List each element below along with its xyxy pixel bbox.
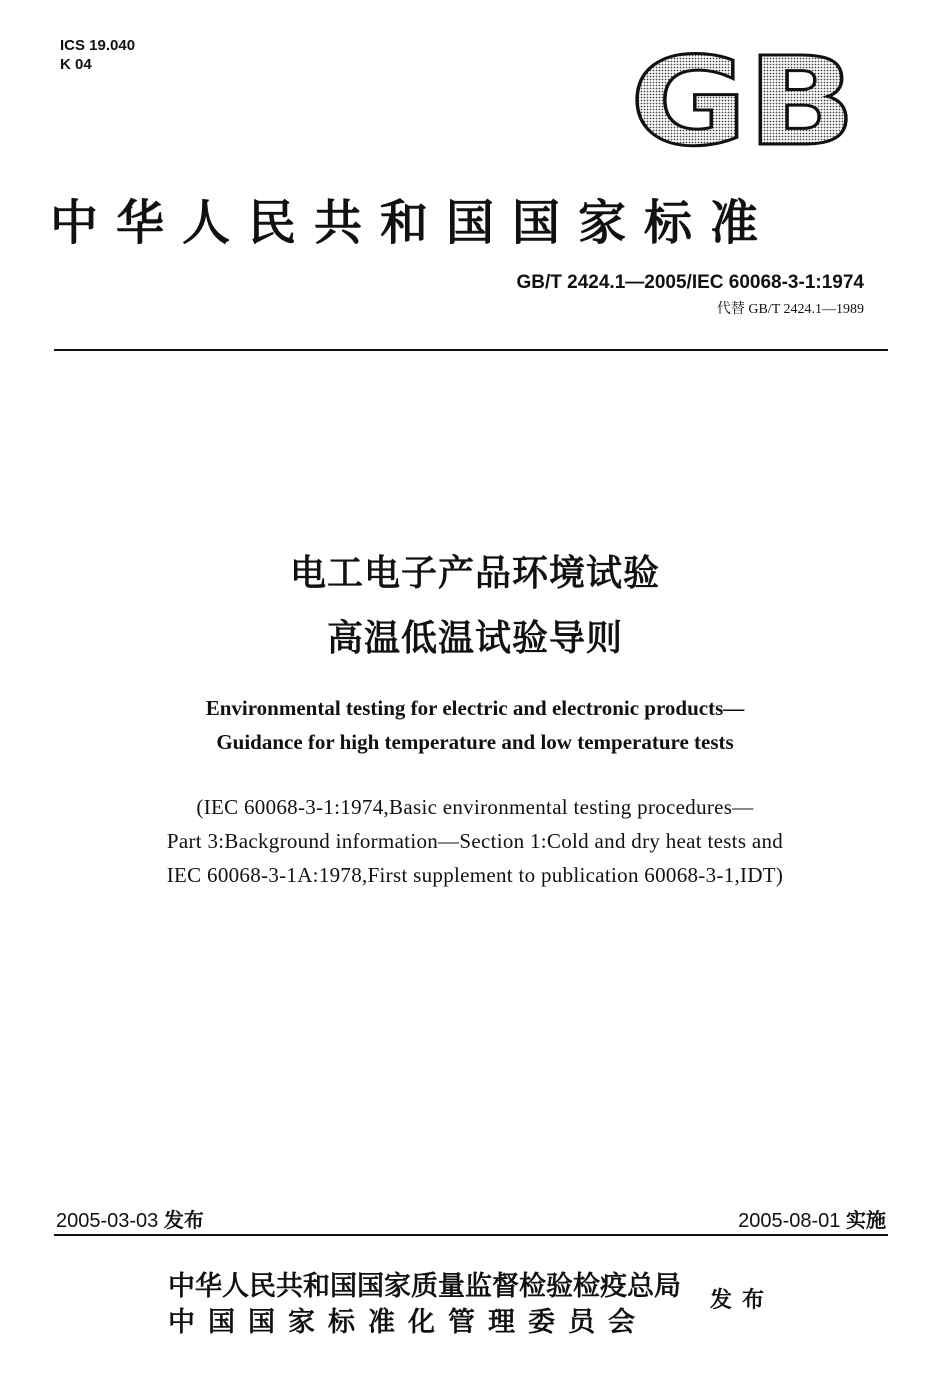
publisher-aqsiq: 中华人民共和国国家质量监督检验检疫总局 bbox=[168, 1271, 681, 1302]
chinese-title-line-1: 电工电子产品环境试验 bbox=[289, 553, 660, 594]
iec-reference-line-2: Part 3:Background information—Section 1:Cold and dry heat tests and bbox=[166, 829, 784, 853]
bottom-divider bbox=[54, 1234, 888, 1236]
national-standard-title: 中华人民共和国国家标准 bbox=[50, 195, 777, 251]
classification-codes bbox=[60, 36, 135, 74]
gb-logo bbox=[628, 48, 858, 152]
standard-number: GB/T 2424.1—2005/IEC 60068-3-1:1974 bbox=[516, 272, 864, 293]
issue-label: 发布 bbox=[163, 1208, 204, 1232]
issue-date-value: 2005-03-03 bbox=[56, 1210, 159, 1232]
implementation-date bbox=[738, 1204, 886, 1233]
chinese-title-line-2: 高温低温试验导则 bbox=[326, 618, 623, 659]
iec-reference-line-3: IEC 60068-3-1A:1978,First supplement to publication 60068-3-1,IDT) bbox=[166, 863, 784, 887]
implementation-date-value: 2005-08-01 bbox=[738, 1210, 841, 1232]
ccs-code: K 04 bbox=[60, 56, 92, 73]
english-title-line-2: Guidance for high temperature and low temperature tests bbox=[216, 730, 734, 754]
top-divider bbox=[54, 349, 888, 351]
iec-reference-line-1: (IEC 60068-3-1:1974,Basic environmental testing procedures— bbox=[196, 795, 754, 819]
issue-date bbox=[56, 1204, 204, 1233]
replaces-standard: 代替 GB/T 2424.1—1989 bbox=[716, 302, 864, 317]
implementation-label: 实施 bbox=[846, 1208, 886, 1232]
ics-code: ICS 19.040 bbox=[60, 37, 136, 54]
gb-logo-text: GB bbox=[630, 48, 856, 152]
publisher-sac: 中国国家标准化管理委员会 bbox=[168, 1307, 648, 1338]
english-title-line-1: Environmental testing for electric and electronic products— bbox=[205, 696, 745, 720]
publish-label: 发布 bbox=[710, 1288, 775, 1313]
